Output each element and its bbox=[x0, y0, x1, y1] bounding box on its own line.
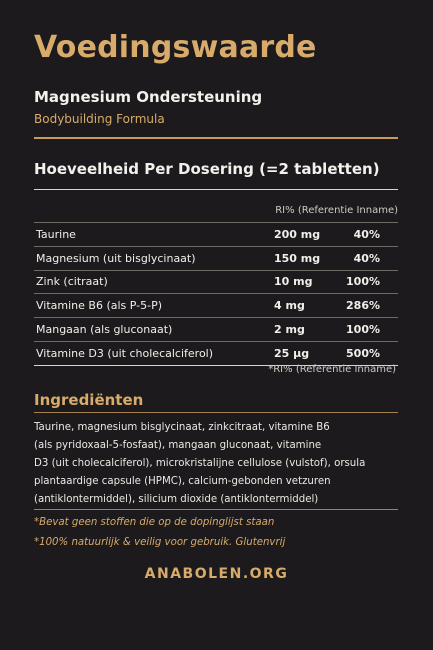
nutrient-ri-percent: 40% bbox=[338, 223, 398, 247]
ri-footnote: *RI% (Referentie Inname) bbox=[268, 364, 396, 375]
table-row bbox=[34, 246, 398, 270]
table-row bbox=[34, 294, 398, 318]
nutrient-name: Taurine bbox=[34, 223, 274, 247]
nutrient-ri-percent: 500% bbox=[338, 341, 398, 365]
nutrient-name: Vitamine D3 (uit cholecalciferol) bbox=[34, 341, 274, 365]
ingredients-line: D3 (uit cholecalciferol), microkristalijne cellulose (vulstof), orsula bbox=[34, 458, 366, 469]
table-row bbox=[34, 270, 398, 294]
doping-note: *Bevat geen stoffen die op de dopinglijst staan bbox=[34, 517, 275, 528]
divider bbox=[34, 412, 398, 413]
nutrient-amount: 150 mg bbox=[274, 246, 338, 270]
serving-heading: Hoeveelheid Per Dosering (=2 tabletten) bbox=[34, 160, 380, 178]
brand-logo-text: ANABOLEN.ORG bbox=[144, 566, 289, 582]
ingredients-heading: Ingrediënten bbox=[34, 391, 144, 409]
table-row bbox=[34, 223, 398, 247]
nutrient-amount: 25 µg bbox=[274, 341, 338, 365]
table-row bbox=[34, 318, 398, 342]
nutrient-ri-percent: 100% bbox=[338, 318, 398, 342]
nutrient-name: Vitamine B6 (als P-5-P) bbox=[34, 294, 274, 318]
nutrient-name: Mangaan (als gluconaat) bbox=[34, 318, 274, 342]
nutrient-amount: 2 mg bbox=[274, 318, 338, 342]
nutrition-table bbox=[34, 222, 398, 366]
ingredients-line: (antiklontermiddel), silicium dioxide (antiklontermiddel) bbox=[34, 494, 319, 505]
product-name: Magnesium Ondersteuning bbox=[34, 88, 263, 106]
nutrient-amount: 200 mg bbox=[274, 223, 338, 247]
page-title: Voedingswaarde bbox=[34, 30, 317, 65]
ri-column-header: RI% (Referentie Inname) bbox=[275, 205, 398, 216]
divider bbox=[34, 137, 398, 139]
natural-note: *100% natuurlijk & veilig voor gebruik. Glutenvrij bbox=[34, 537, 286, 548]
ingredients-line: Taurine, magnesium bisglycinaat, zinkcitraat, vitamine B6 bbox=[34, 422, 330, 433]
ingredients-line: plantaardige capsule (HPMC), calcium-gebonden vetzuren bbox=[34, 476, 331, 487]
ingredients-text bbox=[34, 419, 400, 509]
table-row bbox=[34, 341, 398, 365]
nutrient-ri-percent: 40% bbox=[338, 246, 398, 270]
nutrient-ri-percent: 286% bbox=[338, 294, 398, 318]
nutrient-amount: 4 mg bbox=[274, 294, 338, 318]
ingredients-line: (als pyridoxaal-5-fosfaat), mangaan gluconaat, vitamine bbox=[34, 440, 322, 451]
nutrient-name: Magnesium (uit bisglycinaat) bbox=[34, 246, 274, 270]
nutrient-name: Zink (citraat) bbox=[34, 270, 274, 294]
nutrient-ri-percent: 100% bbox=[338, 270, 398, 294]
nutrient-amount: 10 mg bbox=[274, 270, 338, 294]
formula-label: Bodybuilding Formula bbox=[34, 112, 165, 126]
divider bbox=[34, 509, 398, 510]
divider bbox=[34, 189, 398, 190]
